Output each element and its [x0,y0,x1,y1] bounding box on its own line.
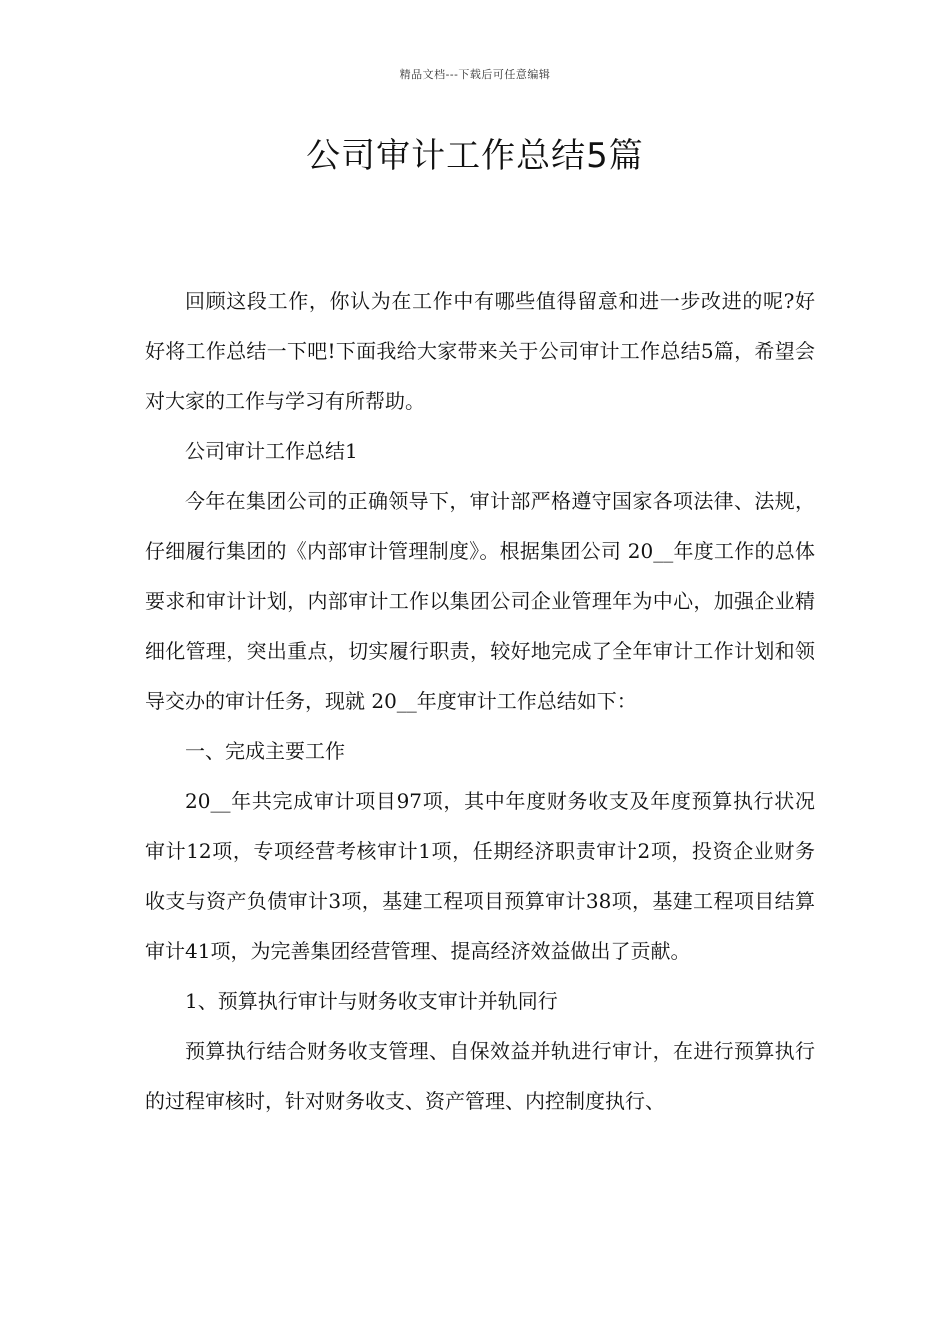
paragraph: 今年在集团公司的正确领导下，审计部严格遵守国家各项法律、法规，仔细履行集团的《内部审计管理制度》。根据集团公司 20__年度工作的总体要求和审计计划，内部审计工作以集团公司企业管理年为中心，加强企业精细化管理，突出重点，切实履行职责，较好地完成了全年审计工作计划和领导交办的审计任务，现就 20__年度审计工作总结如下： [145,489,815,713]
header-note: 精品文档---下载后可任意编辑 [399,68,551,81]
document-title: 公司审计工作总结5篇 [306,136,644,176]
paragraph-intro: 回顾这段工作，你认为在工作中有哪些值得留意和进一步改进的呢?好好将工作总结一下吧!下面我给大家带来关于公司审计工作总结5篇，希望会对大家的工作与学习有所帮助。 [145,289,815,413]
section-heading: 一、完成主要工作 [185,739,345,763]
paragraph: 预算执行结合财务收支管理、自保效益并轨进行审计，在进行预算执行的过程审核时，针对财务收支、资产管理、内控制度执行、 [145,1039,815,1113]
section-heading: 公司审计工作总结1 [185,439,358,463]
document-body [145,276,815,1126]
paragraph: 20__年共完成审计项目97项，其中年度财务收支及年度预算执行状况审计12项，专项经营考核审计1项，任期经济职责审计2项，投资企业财务收支与资产负债审计3项，基建工程项目预算审计38项，基建工程项目结算审计41项，为完善集团经营管理、提高经济效益做出了贡献。 [145,789,815,963]
section-heading: 1、预算执行审计与财务收支审计并轨同行 [185,989,558,1013]
